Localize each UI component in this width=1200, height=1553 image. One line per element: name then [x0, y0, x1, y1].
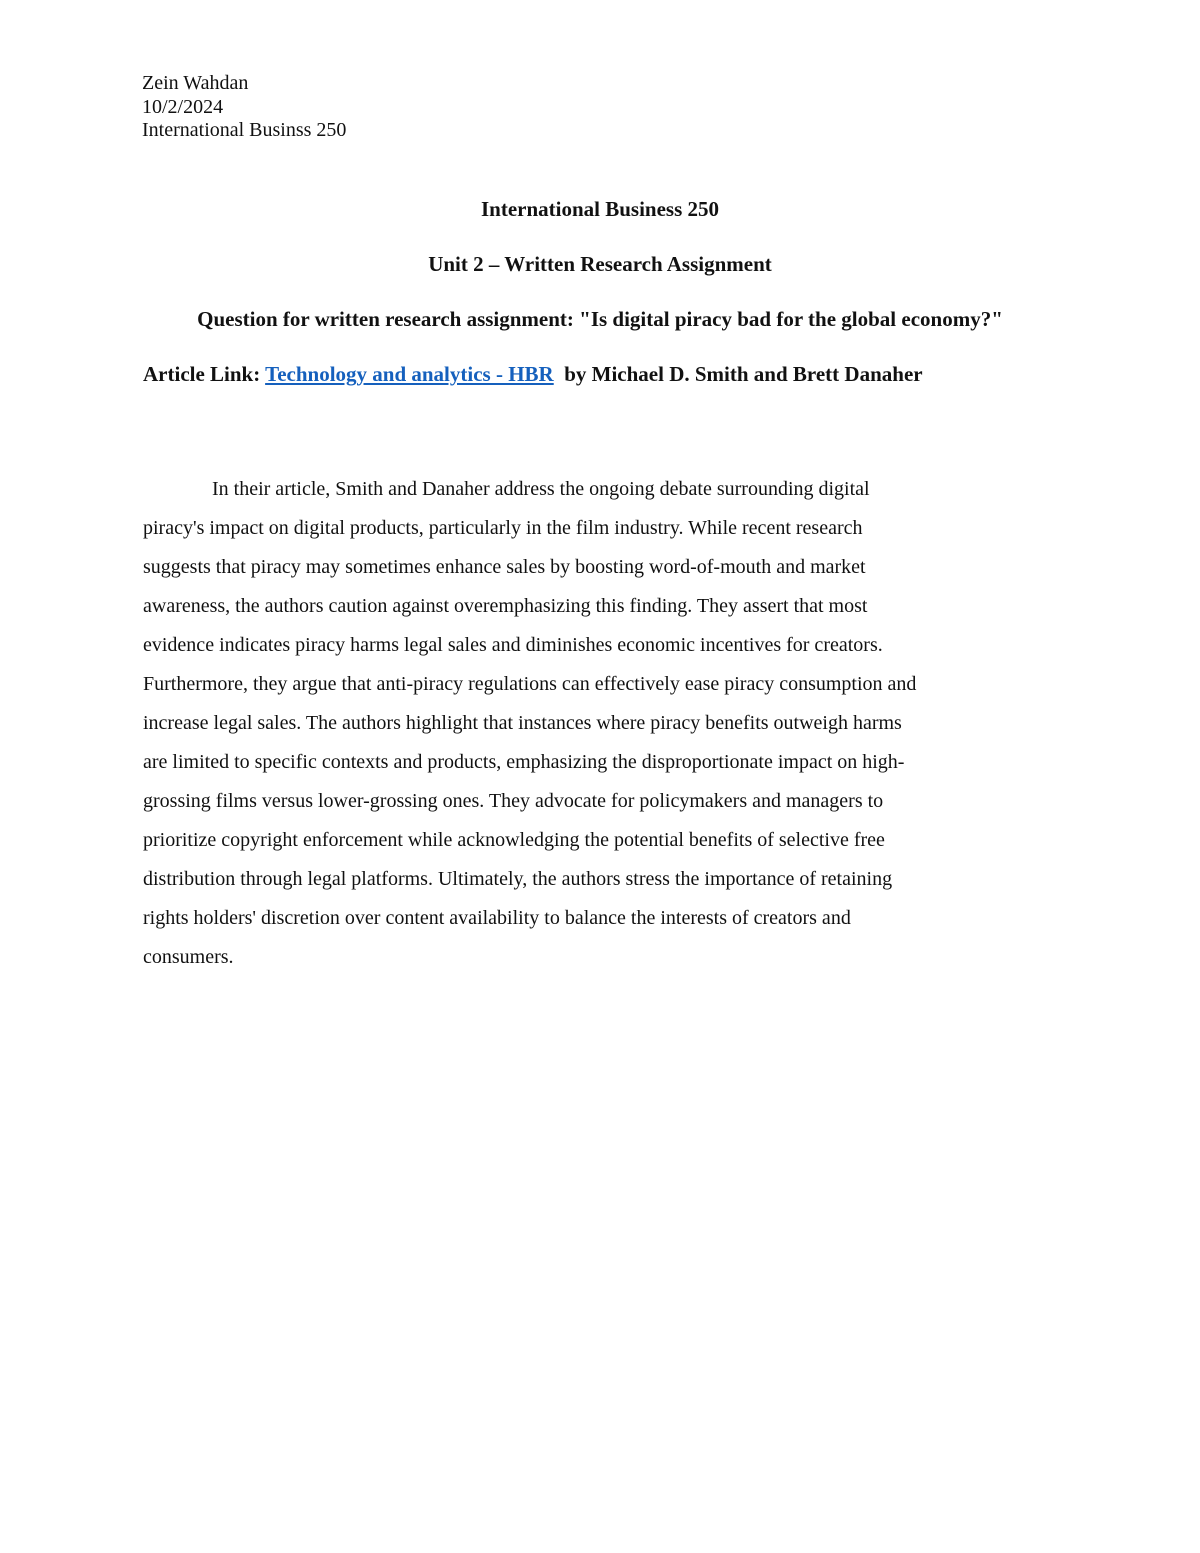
document-header: [142, 72, 346, 143]
research-question: Question for written research assignment: "Is digital piracy bad for the global economy?": [197, 307, 1003, 331]
body-line: consumers.: [143, 946, 234, 968]
body-line: Furthermore, they argue that anti-piracy regulations can effectively ease piracy consumption and: [143, 673, 917, 695]
article-link-label: Article Link:: [143, 362, 261, 386]
article-byline: by Michael D. Smith and Brett Danaher: [564, 362, 923, 386]
body-paragraph: [143, 470, 1063, 977]
course-name: International Businss 250: [142, 119, 347, 141]
body-line: increase legal sales. The authors highlight that instances where piracy benefits outweigh harms: [143, 712, 902, 734]
body-line: are limited to specific contexts and products, emphasizing the disproportionate impact on high-: [143, 751, 905, 773]
article-link[interactable]: Technology and analytics - HBR: [265, 362, 554, 386]
unit-heading: Unit 2 – Written Research Assignment: [428, 252, 772, 276]
body-line: grossing films versus lower-grossing ones. They advocate for policymakers and managers to: [143, 790, 884, 812]
article-link-line: [143, 362, 923, 387]
body-line: piracy's impact on digital products, particularly in the film industry. While recent research: [143, 517, 863, 539]
body-line: distribution through legal platforms. Ultimately, the authors stress the importance of retaining: [143, 868, 893, 890]
body-line: awareness, the authors caution against overemphasizing this finding. They assert that most: [143, 595, 868, 617]
author-name: Zein Wahdan: [142, 72, 249, 94]
body-line: In their article, Smith and Danaher address the ongoing debate surrounding digital: [212, 478, 870, 500]
body-line: prioritize copyright enforcement while acknowledging the potential benefits of selective free: [143, 829, 885, 851]
body-line: evidence indicates piracy harms legal sales and diminishes economic incentives for creators.: [143, 634, 883, 656]
body-line: suggests that piracy may sometimes enhance sales by boosting word-of-mouth and market: [143, 556, 866, 578]
document-date: 10/2/2024: [142, 95, 224, 118]
body-line: rights holders' discretion over content availability to balance the interests of creators and: [143, 907, 851, 929]
document-title: International Business 250: [480, 197, 720, 221]
